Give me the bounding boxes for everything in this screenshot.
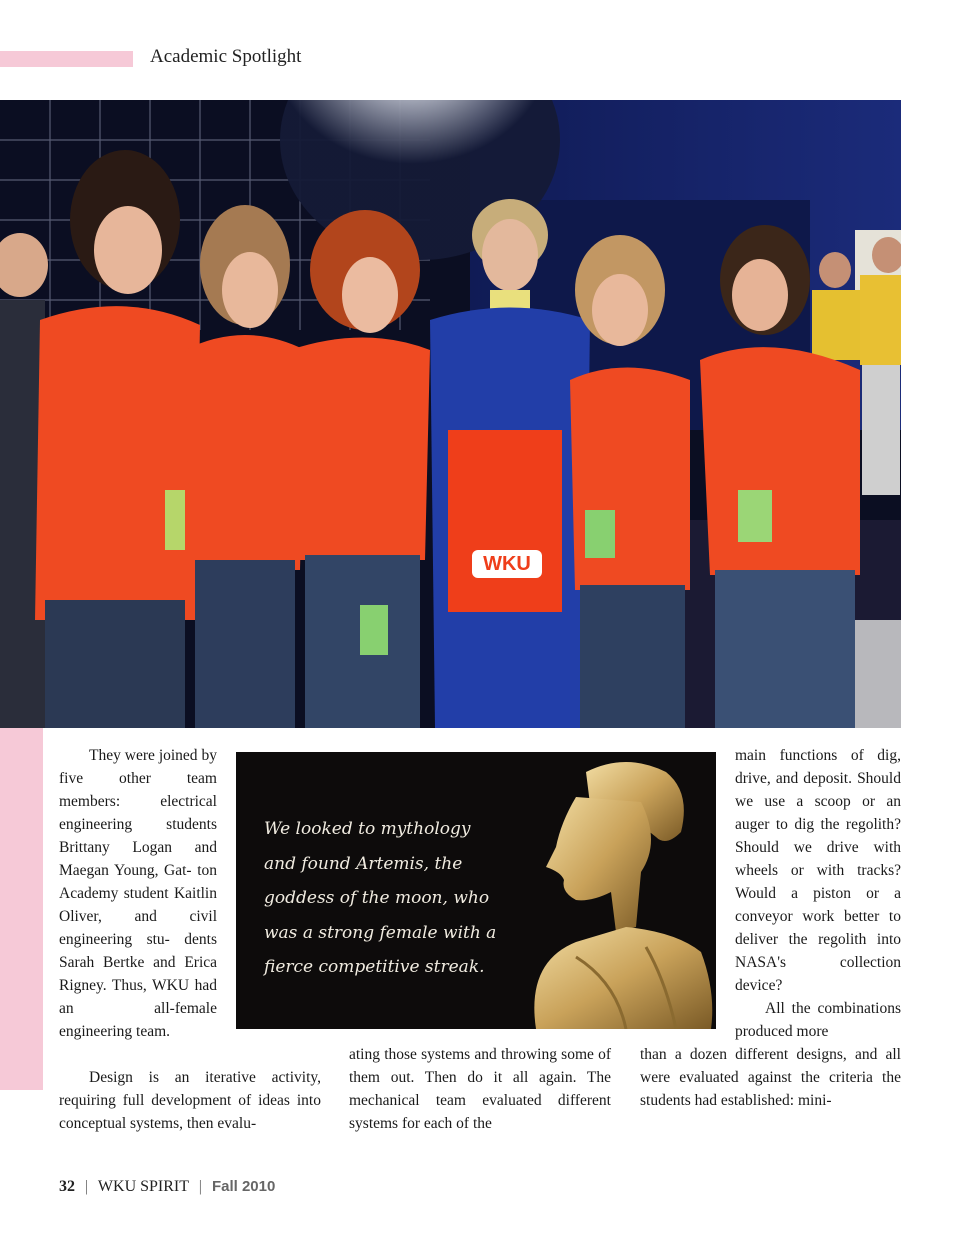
- footer-separator: |: [198, 1178, 202, 1195]
- footer-separator: |: [85, 1178, 89, 1195]
- column-2: [349, 1043, 611, 1135]
- column-3-paragraph-1: main functions of dig, drive, and deposit. Should we use a scoop or an auger to dig the regolith? Should we drive with wheels or with tracks? Would a piston or a conveyor work better to deliver the regolith into NASA's collection device?: [735, 747, 901, 994]
- page-number: 32: [59, 1178, 75, 1195]
- pull-quote: We looked to mythology and found Artemis, the goddess of the moon, who was a strong female with a fierce competitive streak.: [264, 819, 497, 977]
- column-1: [59, 744, 217, 1043]
- column-3-continued: [640, 1043, 901, 1112]
- design-paragraph: Design is an iterative activity, requiring full development of ideas into conceptual systems, then evalu-: [59, 1069, 321, 1132]
- bag-label: WKU: [483, 553, 531, 575]
- artemis-bust-image: [516, 752, 716, 1029]
- page-footer: [59, 1178, 275, 1196]
- column-3: [735, 744, 901, 1043]
- section-color-bar: [0, 51, 133, 67]
- column-2-paragraph: ating those systems and throwing some of them out. Then do it all again. The mechanical team evaluated different systems for each of the: [349, 1046, 611, 1132]
- pull-quote-box: [236, 752, 716, 1029]
- section-title: Academic Spotlight: [150, 46, 302, 67]
- column-1-continued: [59, 1066, 321, 1135]
- team-photo: [0, 100, 901, 728]
- issue-season: Fall 2010: [211, 1178, 276, 1195]
- column-3-paragraph-2-rest: than a dozen different designs, and all were evaluated against the criteria the students had established: mini-: [640, 1046, 901, 1109]
- column-3-paragraph-2-start: All the combinations produced more: [735, 1000, 901, 1040]
- side-color-bar: [0, 728, 43, 1090]
- magazine-name: WKU SPIRIT: [97, 1178, 189, 1195]
- column-1-paragraph: They were joined by five other team members: electrical engineering students Brittany Logan and Maegan Young, Gat- ton Academy student Kaitlin Oliver, and civil engineering stu- dents Sarah Bertke and Erica Rigney. Thus, WKU had an all-female engineering team.: [59, 747, 218, 1040]
